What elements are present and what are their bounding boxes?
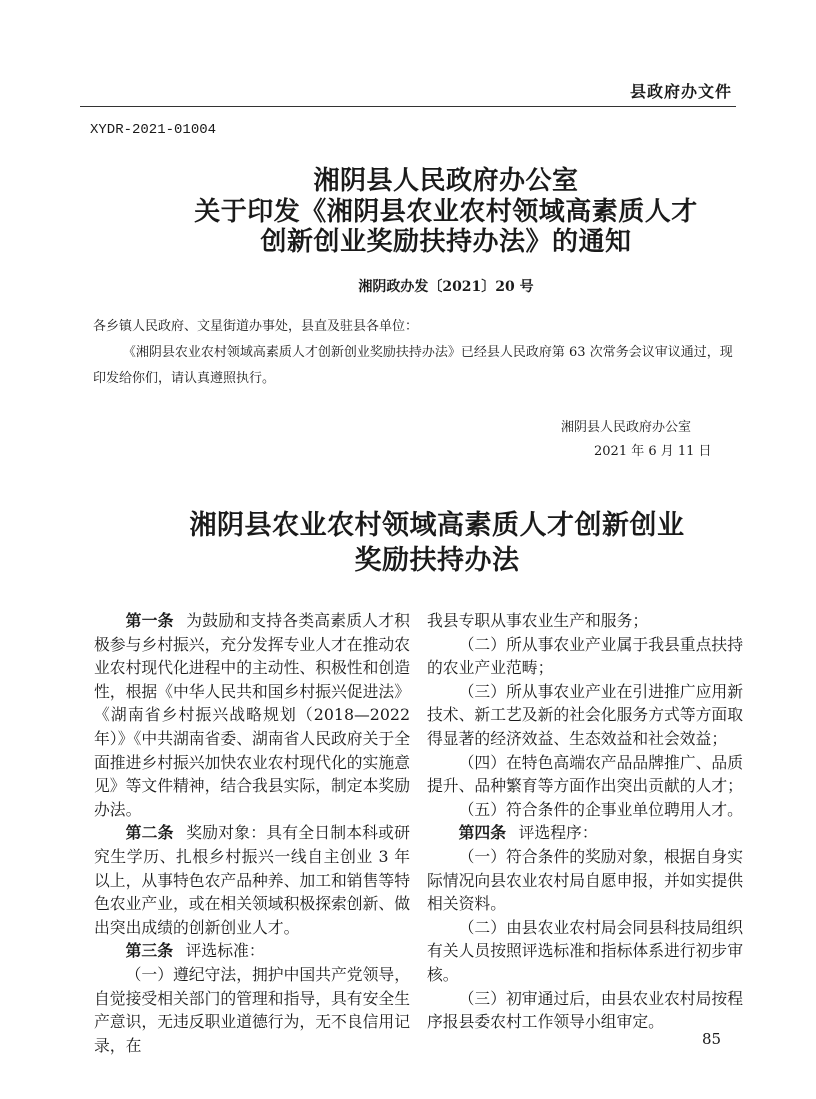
notice-body: 《湘阴县农业农村领域高素质人才创新创业奖励扶持办法》已经县人民政府第 63 次常务会议审议通过，现印发给你们，请认真遵照执行。 — [93, 345, 733, 386]
left-column — [94, 609, 410, 1057]
article-paragraph — [427, 609, 743, 633]
article-paragraph — [427, 680, 743, 751]
document-id: XYDR-2021-01004 — [90, 122, 217, 138]
article-paragraph — [94, 821, 410, 939]
measures-title-line: 湘阴县农业农村领域高素质人才创新创业 — [189, 510, 685, 541]
notice-title-line: 关于印发《湘阴县农业农村领域高素质人才 — [194, 196, 698, 227]
article-text: 为鼓励和支持各类高素质人才积极参与乡村振兴，充分发挥专业人才在推动农业农村现代化进程中的主动性、积极性和创造性，根据《中华人民共和国乡村振兴促进法》《湖南省乡村振兴战略规划（2018—2022 年）》《中共湖南省委、湖南省人民政府关于全面推进乡村振兴加快农业农村现代化的实施意见》等文件精神，结合我县实际，制定本奖励办法。 — [94, 611, 410, 819]
article-text: 我县专职从事农业生产和服务； — [427, 611, 649, 630]
article-paragraph — [94, 963, 410, 1057]
article-text: （四）在特色高端农产品品牌推广、品质提升、品种繁育等方面作出突出贡献的人才； — [427, 752, 743, 796]
article-text: 奖励对象：具有全日制本科或研究生学历、扎根乡村振兴一线自主创业 3 年以上，从事特色农产品种养、加工和销售等特色农业产业，或在相关领域积极探索创新、做出突出成绩的创新创业人才。 — [94, 823, 410, 937]
date: 2021 年 6 月 11 日 — [594, 444, 712, 459]
article-number: 第四条 — [458, 823, 506, 843]
article-paragraph — [94, 939, 410, 963]
section-header: 县政府办文件 — [629, 82, 732, 101]
article-number: 第三条 — [125, 941, 173, 961]
article-text: （一）符合条件的奖励对象，根据自身实际情况向县农业农村局自愿申报，并如实提供相关资料。 — [427, 846, 743, 914]
article-paragraph — [427, 987, 743, 1034]
right-column — [427, 609, 743, 1034]
article-text: 评选标准： — [185, 941, 265, 961]
article-text: 评选程序： — [518, 823, 598, 843]
measures-title — [0, 508, 816, 578]
signer: 湘阴县人民政府办公室 — [561, 420, 692, 435]
notice-title-line: 湘阴县人民政府办公室 — [313, 166, 579, 196]
article-paragraph — [427, 798, 743, 822]
measures-title-line: 奖励扶持办法 — [354, 545, 520, 576]
article-text: （二）所从事农业产业属于我县重点扶持的农业产业范畴； — [427, 634, 743, 678]
article-paragraph — [427, 916, 743, 987]
article-text: （三）所从事农业产业在引进推广应用新技术、新工艺及新的社会化服务方式等方面取得显著的经济效益、生态效益和社会效益； — [427, 681, 743, 748]
doc-number: 湘阴政办发〔2021〕20 号 — [358, 279, 534, 295]
article-text: （三）初审通过后，由县农业农村局按程序报县委农村工作领导小组审定。 — [427, 988, 743, 1032]
article-text: （二）由县农业农村局会同县科技局组织有关人员按照评选标准和指标体系进行初步审核。 — [427, 917, 743, 984]
article-paragraph — [94, 609, 410, 821]
article-text: （一）遵纪守法，拥护中国共产党领导，自觉接受相关部门的管理和指导，具有安全生产意识，无违反职业道德行为，无不良信用记录，在 — [94, 964, 410, 1055]
article-text: （五）符合条件的企事业单位聘用人才。 — [458, 799, 743, 819]
notice-title — [0, 166, 816, 258]
addressee: 各乡镇人民政府、文星街道办事处，县直及驻县各单位： — [93, 319, 419, 334]
notice-title-line: 创新创业奖励扶持办法》的通知 — [260, 227, 632, 257]
article-paragraph — [427, 633, 743, 680]
article-number: 第一条 — [125, 611, 174, 630]
article-number: 第二条 — [125, 823, 174, 843]
page-number: 85 — [702, 1030, 722, 1048]
article-paragraph — [427, 821, 743, 845]
article-paragraph — [427, 845, 743, 916]
header-rule — [80, 106, 736, 107]
article-paragraph — [427, 751, 743, 798]
